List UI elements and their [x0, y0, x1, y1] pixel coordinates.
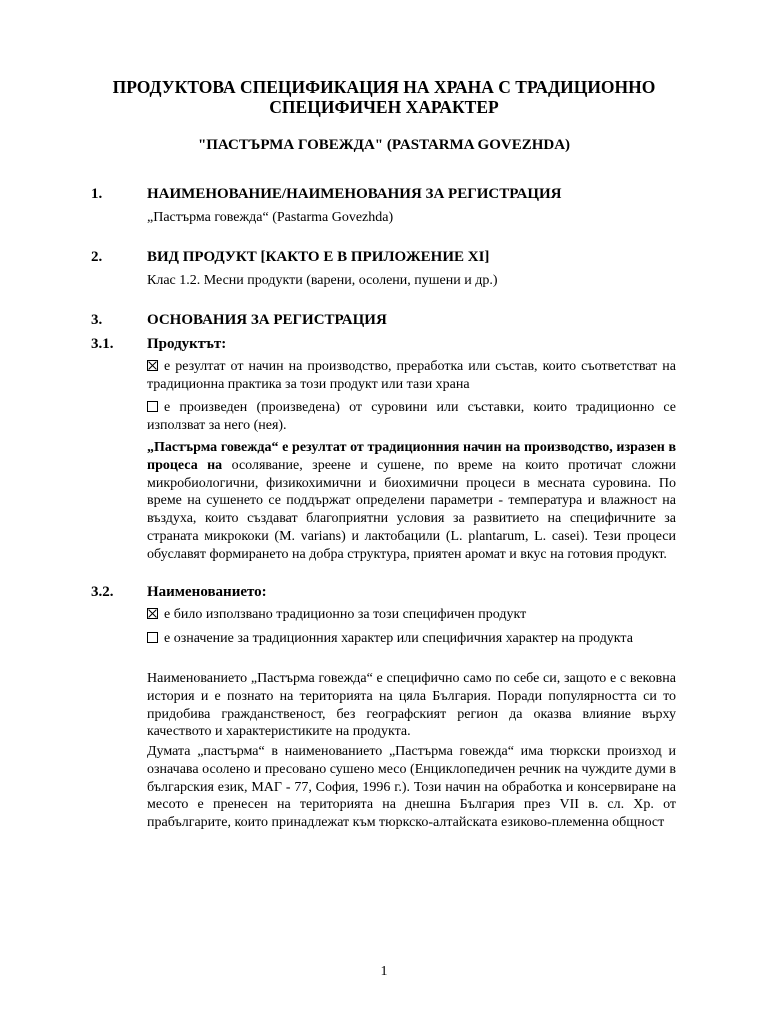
section-3-1-paragraph-rest: осолявание, зреене и сушене, по време на които протичат сложни микробиологични, физикохимични и биохимични процеси в месната суровина. По време на сушенето се поддържат определени параметри - температура и влажност на въздуха, които създават благоприятни условия за развитието на специфичните за страната микрококи (M. varians) и лактобацили (L. plantarum, L. casei). Тези процеси обуславят формирането на добра структура, приятен аромат и вкус на готовия продукт.	[147, 457, 676, 562]
section-1-text: „Пастърма говежда“ (Pastarma Govezhda)	[147, 210, 394, 225]
section-3-1-option-2	[147, 399, 676, 435]
section-3-1-option-1	[147, 358, 676, 394]
checked-checkbox-icon	[147, 360, 158, 371]
section-3-2-option-1-text: е било използвано традиционно за този специфичен продукт	[164, 607, 527, 622]
section-3-2-paragraph-2: Думата „пастърма“ в наименованието „Пастърма говежда“ има тюркски произход и означава осолено и пресовано сушено месо (Енциклопедичен речник на чуждите думи в българския език, МАГ - 77, София, 1996 г.). Този начин на обработка и консервиране на месото е пренесен на територията на днешна България през VII в. сл. Хр. от прабългарите, които принадлежат към тюркско-алтайската езиково-племенна общност	[147, 744, 676, 831]
section-3-2-heading: Наименованието:	[147, 584, 267, 600]
unchecked-checkbox-icon	[147, 632, 158, 643]
section-3-1-number: 3.1.	[91, 336, 114, 352]
section-1-number: 1.	[91, 186, 103, 202]
section-2-heading: ВИД ПРОДУКТ [КАКТО Е В ПРИЛОЖЕНИЕ XI]	[147, 249, 490, 265]
section-2-number: 2.	[91, 249, 103, 265]
section-3-heading: ОСНОВАНИЯ ЗА РЕГИСТРАЦИЯ	[147, 312, 387, 328]
section-3-number: 3.	[91, 312, 103, 328]
unchecked-checkbox-icon	[147, 401, 158, 412]
section-3-1-heading: Продуктът:	[147, 336, 227, 352]
section-3-2-option-1	[147, 606, 676, 624]
section-3-2-paragraph-1: Наименованието „Пастърма говежда“ е специфично само по себе си, защото е с вековна история и е познато на територията на цяла България. Поради популярността си то придобива гражданственост, без географският регион да оказва влияние върху качеството и характеристиките на продукта.	[147, 671, 676, 740]
section-3-1-paragraph	[147, 439, 676, 564]
section-3-2-option-2-text: е означение за традиционния характер или специфичния характер на продукта	[164, 631, 633, 646]
section-3-2-number: 3.2.	[91, 584, 114, 600]
section-3-1-option-1-text: е резултат от начин на производство, преработка или състав, които съответстват на традиционна практика за този продукт или тази храна	[147, 359, 676, 392]
checked-checkbox-icon	[147, 608, 158, 619]
page-number: 1	[380, 964, 388, 979]
section-3-1-paragraph-bold: „Пастърма говежда“ е резултат от традиционния начин на производство, изразен в процеса на	[147, 440, 676, 473]
document-title: ПРОДУКТОВА СПЕЦИФИКАЦИЯ НА ХРАНА С ТРАДИЦИОННО СПЕЦИФИЧЕН ХАРАКТЕР	[112, 77, 656, 117]
document-subtitle: "ПАСТЪРМА ГОВЕЖДА" (PASTARMA GOVEZHDA)	[197, 137, 571, 153]
section-2-text: Клас 1.2. Месни продукти (варени, осолени, пушени и др.)	[147, 273, 498, 288]
section-3-2-option-2	[147, 630, 676, 648]
section-3-1-option-2-text: е произведен (произведена) от суровини или съставки, които традиционно се използват за него (нея).	[147, 400, 676, 433]
section-1-heading: НАИМЕНОВАНИЕ/НАИМЕНОВАНИЯ ЗА РЕГИСТРАЦИЯ	[147, 186, 562, 202]
